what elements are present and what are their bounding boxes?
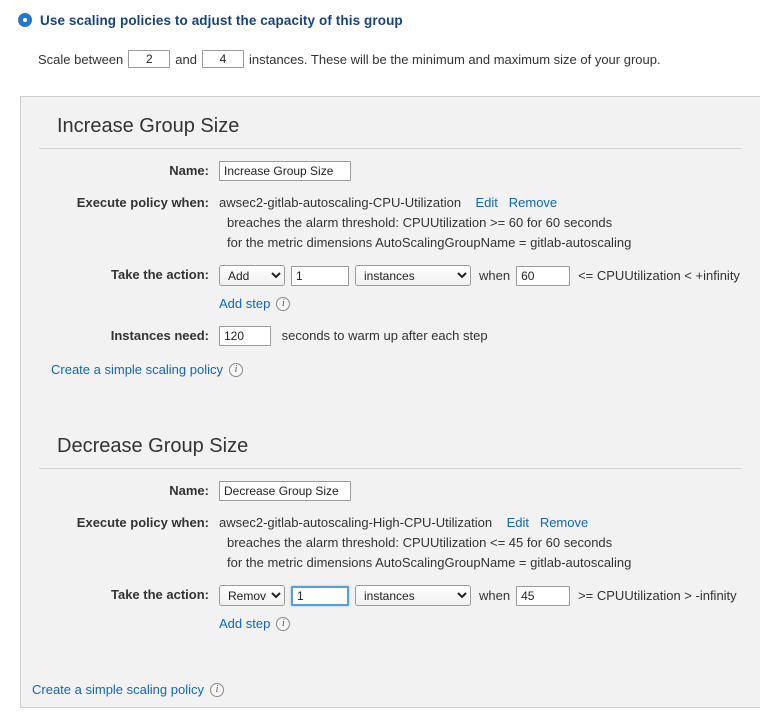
action-unit-select-decrease[interactable] (355, 585, 471, 606)
policy-name-label-increase: Name: (169, 163, 209, 178)
alarm-dimension-text-decrease: for the metric dimensions AutoScalingGroupName = gitlab-autoscaling (227, 555, 632, 570)
simple-policy-row-bottom (20, 660, 224, 697)
policy-name-input-increase[interactable] (219, 161, 351, 181)
alarm-name-increase: awsec2-gitlab-autoscaling-CPU-Utilization (219, 195, 462, 210)
take-action-row-increase (39, 265, 742, 314)
edit-alarm-link-decrease[interactable]: Edit (506, 515, 529, 530)
warmup-row-increase (39, 326, 742, 346)
remove-alarm-link-increase[interactable]: Remove (508, 195, 558, 210)
execute-policy-label-increase: Execute policy when: (76, 195, 209, 210)
create-simple-scaling-policy-link-bottom[interactable]: Create a simple scaling policy (32, 682, 204, 697)
execute-policy-label-decrease: Execute policy when: (76, 515, 209, 530)
policy-section-decrease (21, 413, 760, 634)
simple-policy-row-increase (39, 346, 742, 377)
alarm-threshold-text-increase: breaches the alarm threshold: CPUUtilization >= 60 for 60 seconds (227, 215, 613, 230)
info-icon[interactable]: i (210, 683, 224, 697)
use-scaling-policies-radio-row[interactable] (0, 0, 761, 32)
add-step-row-decrease (219, 614, 742, 634)
info-icon[interactable]: i (276, 617, 290, 631)
alarm-dimension-text-increase: for the metric dimensions AutoScalingGroupName = gitlab-autoscaling (227, 235, 632, 250)
take-action-row-decrease (39, 585, 742, 634)
add-step-row-increase (219, 294, 742, 314)
info-icon[interactable]: i (276, 297, 290, 311)
create-simple-scaling-policy-link-increase[interactable]: Create a simple scaling policy (51, 362, 223, 377)
scale-between-suffix: instances. These will be the minimum and maximum size of your group. (248, 51, 661, 67)
condition-text-increase: <= CPUUtilization < +infinity (578, 267, 740, 283)
action-operation-select-increase[interactable] (219, 265, 285, 286)
execute-policy-row-decrease (39, 513, 742, 573)
policy-name-row-increase (39, 161, 742, 181)
use-scaling-policies-label: Use scaling policies to adjust the capacity of this group (40, 12, 403, 28)
action-amount-input-increase[interactable] (291, 266, 349, 286)
add-step-link-decrease[interactable]: Add step (219, 616, 271, 631)
policy-name-row-decrease (39, 481, 742, 501)
action-operation-select-decrease[interactable] (219, 585, 285, 606)
remove-alarm-link-decrease[interactable]: Remove (539, 515, 589, 530)
scale-between-middle: and (175, 51, 197, 67)
policy-section-increase (21, 97, 760, 377)
action-threshold-input-increase[interactable] (516, 266, 570, 286)
alarm-name-decrease: awsec2-gitlab-autoscaling-High-CPU-Utilization (219, 515, 493, 530)
take-action-label-decrease: Take the action: (110, 587, 209, 602)
warmup-seconds-input-increase[interactable] (219, 326, 271, 346)
execute-policy-row-increase (39, 193, 742, 253)
max-size-input[interactable] (202, 50, 244, 68)
action-threshold-input-decrease[interactable] (516, 586, 570, 606)
add-step-link-increase[interactable]: Add step (219, 296, 271, 311)
condition-text-decrease: >= CPUUtilization > -infinity (578, 587, 737, 603)
warmup-text-increase: seconds to warm up after each step (281, 328, 488, 343)
scale-between-prefix: Scale between (38, 51, 124, 67)
info-icon[interactable]: i (229, 363, 243, 377)
when-word-decrease: when (479, 587, 511, 603)
radio-selected-icon[interactable] (18, 13, 32, 27)
when-word-increase: when (479, 267, 511, 283)
edit-alarm-link-increase[interactable]: Edit (475, 195, 498, 210)
policy-name-label-decrease: Name: (169, 483, 209, 498)
action-unit-select-increase[interactable] (355, 265, 471, 286)
scaling-policies-panel (20, 96, 760, 708)
alarm-threshold-text-decrease: breaches the alarm threshold: CPUUtilization <= 45 for 60 seconds (227, 535, 613, 550)
section-title-increase: Increase Group Size (39, 97, 742, 149)
section-title-decrease: Decrease Group Size (39, 413, 742, 469)
take-action-label-increase: Take the action: (110, 267, 209, 282)
min-size-input[interactable] (128, 50, 170, 68)
action-amount-input-decrease[interactable] (291, 586, 349, 606)
policy-name-input-decrease[interactable] (219, 481, 351, 501)
warmup-label-increase: Instances need: (110, 328, 209, 343)
scale-between-row (0, 32, 761, 68)
